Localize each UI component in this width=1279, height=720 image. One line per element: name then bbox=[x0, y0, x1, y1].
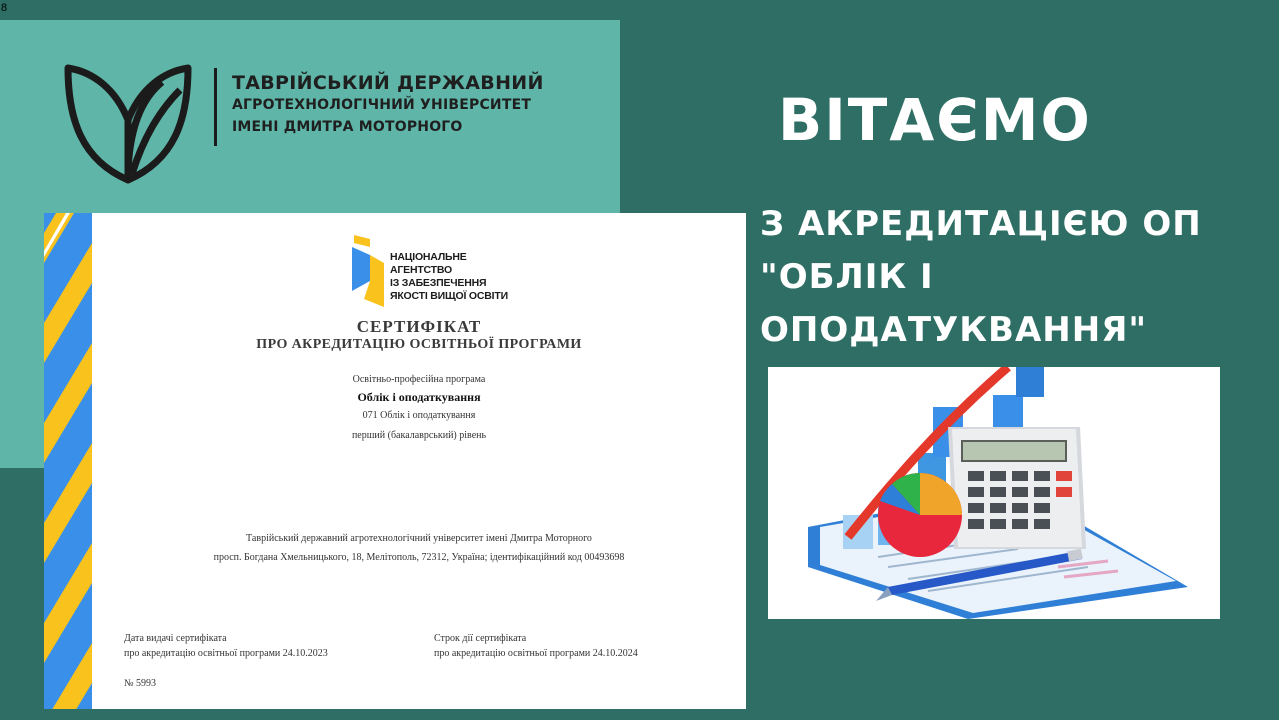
university-name-line2: АГРОТЕХНОЛОГІЧНИЙ УНІВЕРСИТЕТ bbox=[232, 97, 532, 113]
accounting-illustration-icon bbox=[768, 367, 1220, 619]
certificate-stripe bbox=[44, 213, 92, 709]
university-name-line3: ІМЕНІ ДМИТРА МОТОРНОГО bbox=[232, 119, 463, 135]
validity-date-label: Строк дії сертифіката bbox=[434, 633, 527, 644]
accreditation-certificate bbox=[44, 213, 746, 709]
issue-date bbox=[124, 631, 328, 661]
greeting-subheading bbox=[760, 198, 1202, 357]
university-logo-icon bbox=[62, 60, 194, 186]
slide-number: 8 bbox=[1, 2, 8, 14]
validity-date bbox=[434, 631, 638, 661]
logo-divider bbox=[214, 68, 217, 146]
certificate-number: № 5993 bbox=[124, 678, 157, 689]
agency-logo-icon bbox=[350, 235, 384, 307]
greeting-line3: ОПОДАТУКВАННЯ" bbox=[760, 310, 1148, 350]
university-name-line1: ТАВРІЙСЬКИЙ ДЕРЖАВНИЙ bbox=[232, 72, 544, 94]
issue-date-label: Дата видачі сертифіката bbox=[124, 633, 227, 644]
greeting-headline: ВІТАЄМО bbox=[778, 86, 1092, 154]
accounting-illustration bbox=[768, 367, 1220, 619]
agency-name-line2: АГЕНТСТВО bbox=[390, 264, 452, 276]
agency-name-line4: ЯКОСТІ ВИЩОЇ ОСВІТИ bbox=[390, 290, 508, 302]
program-name: Облік і оподаткування bbox=[357, 390, 481, 404]
agency-name bbox=[390, 251, 508, 303]
program-specialty: 071 Облік і оподаткування bbox=[362, 410, 476, 421]
greeting-line1: З АКРЕДИТАЦІЄЮ ОП bbox=[760, 204, 1202, 244]
program-type: Освітньо-професійна програма bbox=[352, 374, 486, 385]
institution-name: Таврійський державний агротехнологічний університет імені Дмитра Моторного bbox=[246, 533, 592, 544]
certificate-subtitle: ПРО АКРЕДИТАЦІЮ ОСВІТНЬОЇ ПРОГРАМИ bbox=[256, 337, 582, 352]
certificate-title: СЕРТИФІКАТ bbox=[356, 317, 482, 336]
agency-name-line1: НАЦІОНАЛЬНЕ bbox=[390, 251, 467, 263]
issue-date-value: про акредитацію освітньої програми 24.10.2023 bbox=[124, 648, 328, 659]
greeting-line2: "ОБЛІК І bbox=[760, 257, 934, 297]
university-name bbox=[232, 72, 544, 138]
validity-date-value: про акредитацію освітньої програми 24.10.2024 bbox=[434, 648, 638, 659]
agency-name-line3: ІЗ ЗАБЕЗПЕЧЕННЯ bbox=[390, 277, 487, 289]
institution-address: просп. Богдана Хмельницького, 18, Мелітополь, 72312, Україна; ідентифікаційний код 00493698 bbox=[213, 552, 625, 563]
program-level: перший (бакалаврський) рівень bbox=[351, 430, 487, 441]
